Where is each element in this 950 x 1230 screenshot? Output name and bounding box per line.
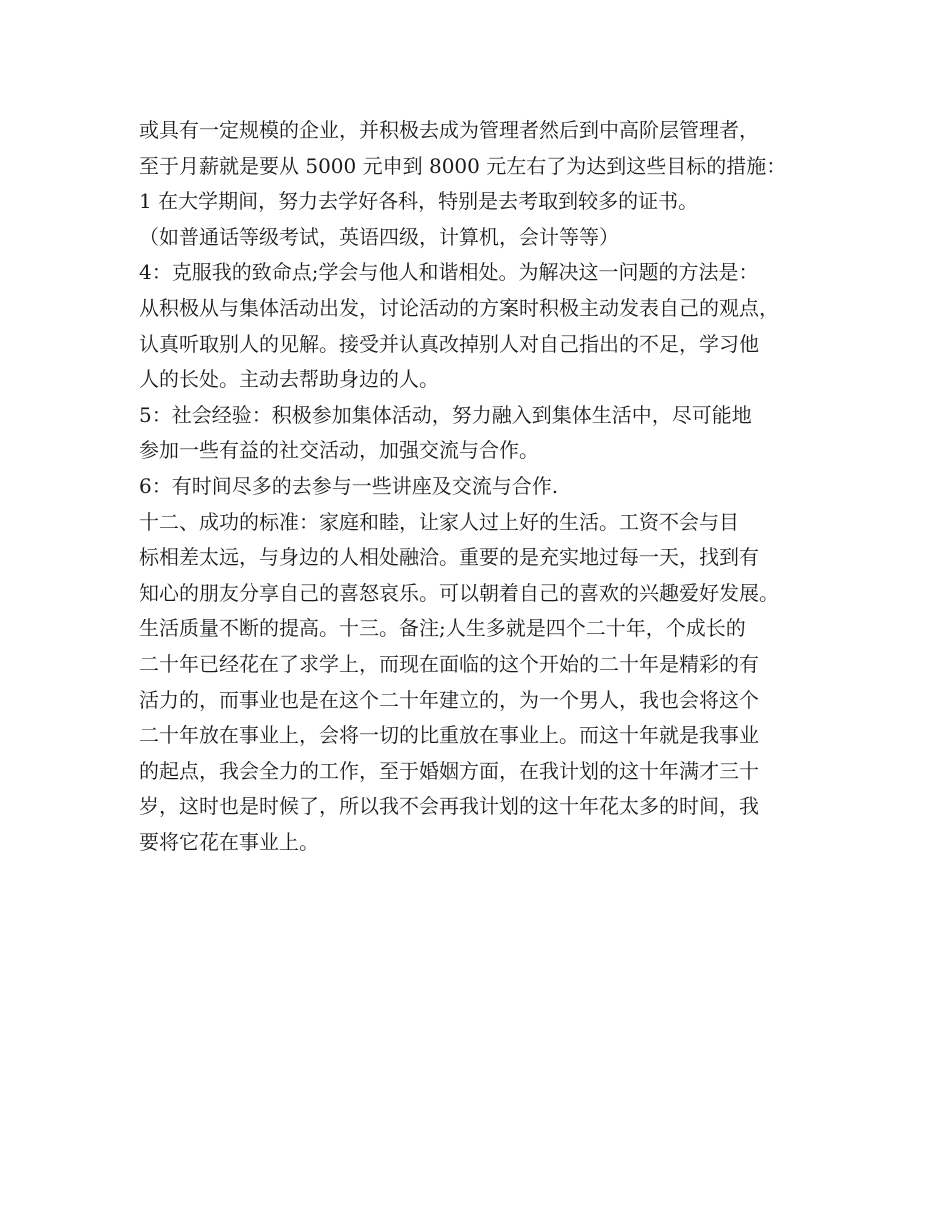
text-line-4: （如普通话等级考试，英语四级，计算机，会计等等）: [139, 224, 619, 249]
text-line-9: 5：社会经验：积极参加集体活动，努力融入到集体生活中，尽可能地: [139, 402, 752, 427]
body-text: [139, 113, 839, 860]
text-line-1: 或具有一定规模的企业，并积极去成为管理者然后到中高阶层管理者，: [139, 118, 759, 142]
text-line-20: 岁，这时也是时候了，所以我不会再我计划的这十年花太多的时间，我: [139, 794, 759, 819]
text-line-10: 参加一些有益的社交活动，加强交流与合作。: [139, 438, 539, 463]
text-line-17: 活力的，而事业也是在这个二十年建立的，为一个男人，我也会将这个: [139, 687, 759, 712]
text-line-15: 生活质量不断的提高。十三。备注;人生多就是四个二十年，个成长的: [139, 616, 746, 641]
text-line-14: 知心的朋友分享自己的喜怒哀乐。可以朝着自己的喜欢的兴趣爱好发展。: [139, 580, 779, 605]
text-line-7: 认真听取别人的见解。接受并认真改掉别人对自己指出的不足，学习他: [139, 331, 759, 356]
text-line-2: 至于月薪就是要从 5000 元申到 8000 元左右了为达到这些目标的措施：: [139, 153, 787, 178]
text-line-6: 从积极从与集体活动出发，讨论活动的方案时积极主动发表自己的观点，: [139, 295, 779, 320]
text-line-13: 标相差太远，与身边的人相处融洽。重要的是充实地过每一天，找到有: [139, 545, 759, 570]
text-line-8: 人的长处。主动去帮助身边的人。: [139, 367, 439, 392]
text-line-19: 的起点，我会全力的工作，至于婚姻方面，在我计划的这十年满才三十: [139, 758, 759, 783]
text-line-5: 4：克服我的致命点;学会与他人和谐相处。为解决这一问题的方法是：: [139, 260, 759, 285]
text-line-12: 十二、成功的标准：家庭和睦，让家人过上好的生活。工资不会与目: [139, 509, 739, 534]
text-line-21: 要将它花在事业上。: [139, 829, 319, 854]
text-line-16: 二十年已经花在了求学上，而现在面临的这个开始的二十年是精彩的有: [139, 651, 759, 676]
text-line-11: 6：有时间尽多的去参与一些讲座及交流与合作.: [139, 473, 559, 498]
text-line-18: 二十年放在事业上，会将一切的比重放在事业上。而这十年就是我事业: [139, 723, 759, 748]
text-line-3: 1 在大学期间，努力去学好各科，特别是去考取到较多的证书。: [139, 189, 699, 214]
